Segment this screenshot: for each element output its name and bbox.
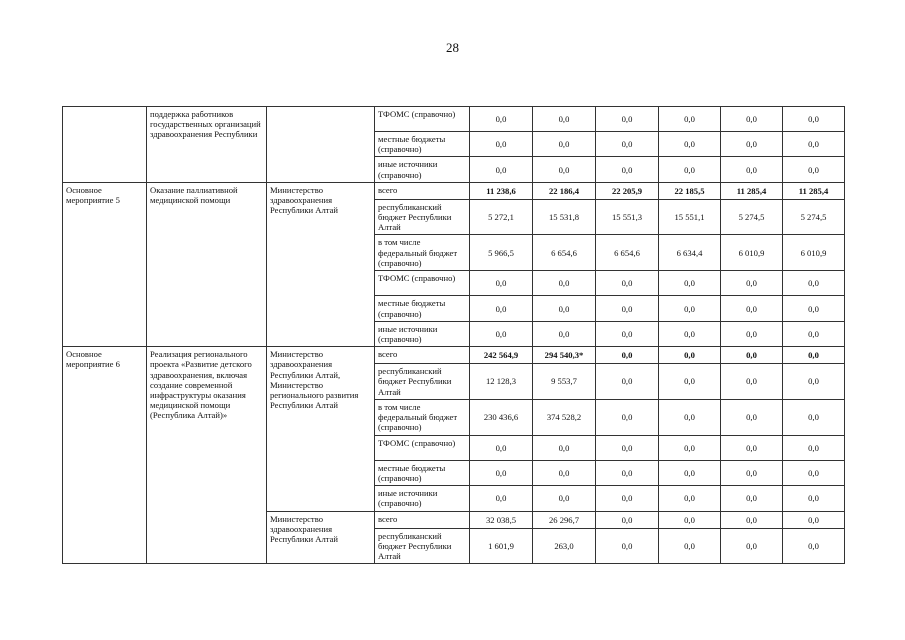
amount-cell: 0,0 (659, 399, 721, 435)
amount-cell: 0,0 (533, 157, 596, 182)
funding-source: иные источники (справочно) (375, 157, 470, 182)
amount-cell: 6 634,4 (659, 235, 721, 271)
amount-cell: 6 654,6 (533, 235, 596, 271)
amount-cell: 0,0 (596, 157, 659, 182)
amount-cell: 0,0 (596, 271, 659, 296)
measure-description: Реализация регионального проекта «Развитие детского здравоохранения, включая создание современной инфраструктуры оказания медицинской помощи (Республика Алтай)» (147, 347, 267, 564)
amount-cell: 0,0 (533, 271, 596, 296)
amount-cell: 0,0 (596, 321, 659, 346)
table-row (63, 107, 845, 132)
executor-cell (267, 107, 375, 183)
funding-source: ТФОМС (справочно) (375, 107, 470, 132)
amount-cell: 0,0 (596, 511, 659, 528)
amount-cell: 0,0 (783, 460, 845, 485)
measure-label (63, 107, 147, 183)
measure-description: поддержка работников государственных организаций здравоохранения Республики (147, 107, 267, 183)
amount-cell: 0,0 (659, 157, 721, 182)
amount-cell: 0,0 (659, 321, 721, 346)
amount-cell: 5 274,5 (783, 199, 845, 235)
amount-cell: 0,0 (783, 364, 845, 400)
amount-cell: 0,0 (470, 157, 533, 182)
page-number: 28 (446, 40, 459, 55)
amount-cell: 12 128,3 (470, 364, 533, 400)
amount-cell: 6 010,9 (783, 235, 845, 271)
amount-cell: 15 551,1 (659, 199, 721, 235)
executor-cell: Министерство здравоохранения Республики Алтай (267, 182, 375, 346)
amount-cell: 0,0 (659, 107, 721, 132)
amount-cell: 0,0 (721, 157, 783, 182)
amount-cell: 0,0 (470, 132, 533, 157)
amount-cell: 15 551,3 (596, 199, 659, 235)
amount-cell: 11 285,4 (783, 182, 845, 199)
table-row (63, 182, 845, 199)
table-row (63, 347, 845, 364)
amount-cell: 0,0 (659, 271, 721, 296)
amount-cell: 0,0 (783, 321, 845, 346)
amount-cell: 0,0 (721, 296, 783, 321)
amount-cell: 0,0 (596, 107, 659, 132)
amount-cell: 0,0 (721, 460, 783, 485)
funding-source: иные источники (справочно) (375, 486, 470, 511)
funding-source: местные бюджеты (справочно) (375, 460, 470, 485)
amount-cell: 0,0 (783, 347, 845, 364)
amount-cell: 0,0 (659, 435, 721, 460)
funding-source: ТФОМС (справочно) (375, 271, 470, 296)
funding-source: иные источники (справочно) (375, 321, 470, 346)
amount-cell: 0,0 (783, 435, 845, 460)
amount-cell: 0,0 (659, 296, 721, 321)
amount-cell: 0,0 (596, 296, 659, 321)
amount-cell: 26 296,7 (533, 511, 596, 528)
amount-cell: 0,0 (470, 107, 533, 132)
amount-cell: 5 274,5 (721, 199, 783, 235)
amount-cell: 6 010,9 (721, 235, 783, 271)
amount-cell: 0,0 (721, 132, 783, 157)
funding-source: всего (375, 511, 470, 528)
funding-source: местные бюджеты (справочно) (375, 132, 470, 157)
amount-cell: 11 238,6 (470, 182, 533, 199)
amount-cell: 0,0 (533, 296, 596, 321)
amount-cell: 0,0 (783, 486, 845, 511)
funding-source: республиканский бюджет Республики Алтай (375, 528, 470, 564)
amount-cell: 294 540,3* (533, 347, 596, 364)
amount-cell: 0,0 (596, 460, 659, 485)
amount-cell: 0,0 (783, 528, 845, 564)
amount-cell: 0,0 (659, 347, 721, 364)
funding-source: в том числе федеральный бюджет (справочно) (375, 399, 470, 435)
executor-cell: Министерство здравоохранения Республики Алтай (267, 511, 375, 564)
funding-source: всего (375, 347, 470, 364)
amount-cell: 0,0 (783, 271, 845, 296)
amount-cell: 0,0 (596, 486, 659, 511)
funding-source: ТФОМС (справочно) (375, 435, 470, 460)
funding-source: всего (375, 182, 470, 199)
amount-cell: 0,0 (721, 435, 783, 460)
amount-cell: 0,0 (470, 460, 533, 485)
amount-cell: 22 186,4 (533, 182, 596, 199)
funding-source: местные бюджеты (справочно) (375, 296, 470, 321)
budget-table (62, 106, 845, 564)
amount-cell: 0,0 (596, 528, 659, 564)
amount-cell: 0,0 (596, 435, 659, 460)
amount-cell: 0,0 (721, 399, 783, 435)
measure-label: Основное мероприятие 6 (63, 347, 147, 564)
amount-cell: 0,0 (783, 399, 845, 435)
amount-cell: 0,0 (783, 511, 845, 528)
funding-source: республиканский бюджет Республики Алтай (375, 364, 470, 400)
amount-cell: 0,0 (783, 296, 845, 321)
amount-cell: 0,0 (783, 107, 845, 132)
amount-cell: 15 531,8 (533, 199, 596, 235)
amount-cell: 6 654,6 (596, 235, 659, 271)
amount-cell: 0,0 (659, 460, 721, 485)
amount-cell: 0,0 (783, 132, 845, 157)
amount-cell: 263,0 (533, 528, 596, 564)
amount-cell: 0,0 (659, 528, 721, 564)
funding-source: республиканский бюджет Республики Алтай (375, 199, 470, 235)
amount-cell: 0,0 (533, 321, 596, 346)
amount-cell: 0,0 (596, 132, 659, 157)
amount-cell: 0,0 (533, 435, 596, 460)
amount-cell: 0,0 (659, 132, 721, 157)
amount-cell: 11 285,4 (721, 182, 783, 199)
amount-cell: 0,0 (721, 321, 783, 346)
amount-cell: 5 272,1 (470, 199, 533, 235)
amount-cell: 0,0 (470, 486, 533, 511)
amount-cell: 0,0 (721, 271, 783, 296)
amount-cell: 9 553,7 (533, 364, 596, 400)
amount-cell: 0,0 (721, 511, 783, 528)
amount-cell: 0,0 (721, 364, 783, 400)
measure-description: Оказание паллиативной медицинской помощи (147, 182, 267, 346)
amount-cell: 0,0 (596, 347, 659, 364)
amount-cell: 0,0 (721, 107, 783, 132)
amount-cell: 32 038,5 (470, 511, 533, 528)
amount-cell: 0,0 (470, 321, 533, 346)
amount-cell: 230 436,6 (470, 399, 533, 435)
executor-cell: Министерство здравоохранения Республики Алтай, Министерство регионального развития Республики Алтай (267, 347, 375, 511)
amount-cell: 0,0 (659, 511, 721, 528)
amount-cell: 0,0 (783, 157, 845, 182)
amount-cell: 242 564,9 (470, 347, 533, 364)
amount-cell: 0,0 (470, 435, 533, 460)
amount-cell: 0,0 (596, 399, 659, 435)
amount-cell: 0,0 (470, 271, 533, 296)
amount-cell: 0,0 (659, 364, 721, 400)
amount-cell: 0,0 (533, 486, 596, 511)
amount-cell: 0,0 (596, 364, 659, 400)
amount-cell: 0,0 (721, 486, 783, 511)
amount-cell: 0,0 (470, 296, 533, 321)
amount-cell: 0,0 (659, 486, 721, 511)
amount-cell: 22 205,9 (596, 182, 659, 199)
amount-cell: 0,0 (533, 132, 596, 157)
amount-cell: 0,0 (721, 528, 783, 564)
amount-cell: 1 601,9 (470, 528, 533, 564)
amount-cell: 0,0 (533, 460, 596, 485)
amount-cell: 0,0 (533, 107, 596, 132)
measure-label: Основное мероприятие 5 (63, 182, 147, 346)
amount-cell: 5 966,5 (470, 235, 533, 271)
amount-cell: 0,0 (721, 347, 783, 364)
amount-cell: 374 528,2 (533, 399, 596, 435)
amount-cell: 22 185,5 (659, 182, 721, 199)
funding-source: в том числе федеральный бюджет (справочно) (375, 235, 470, 271)
